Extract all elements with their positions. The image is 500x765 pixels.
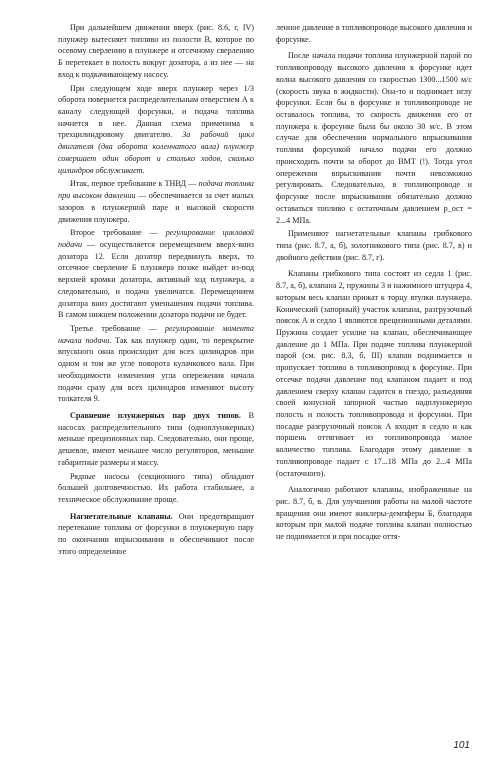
- paragraph: [58, 178, 254, 225]
- paragraph: [276, 268, 472, 479]
- text-run: — осуществляется перемещением вверх-вниз дозатора 12. Если дозатор передвинуть вверх, то отсечное сверление Б плунжера позже выйдет из-под верхней кромки дозатора, активный ход плунжера, а следовательно, и подача увеличатся. Перемещением дозатора вниз достигают уменьшения подачи топлива. В самом нижнем положении дозатора подачи не будет.: [58, 239, 254, 320]
- text-run: Аналогично работают клапаны, изображенные на рис. 8.7, б, в. Для улучшения работы на малой частоте вращения они имеют жиклеры-демпферы Б, благодаря которым при малой подаче топлива клапан полностью не поднимается и при посадке оття-: [276, 485, 472, 542]
- text-run: ленное давление в топливопроводе высокого давления и форсунке.: [276, 23, 472, 44]
- text-run: После начала подачи топлива плунжерной парой по топливопроводу высокого давления к форсунке идет волна высокого давления со скоростью 1300...1500 м/с (скорость звука в жидкости). Она-то и поднимает иглу форсунки. Если бы в форсунке и топливопроводе не оставалось топлива, то скорость движения его от плунжера к форсунке была бы около 30 м/с. В этом случае для обеспечения нормального впрыскивания топлива форсункой начало подачи его должно происходить почти за оборот до ВМТ (!). Тогда угол опережения впрыскивания почти невозможно регулировать. Следовательно, в топливопроводе и форсунке после впрыскивания обязательно должно оставаться топливо с остаточным давлением p_ост = 2...4 МПа.: [276, 51, 472, 225]
- text-run: — обеспечивается за счет малых зазоров в плунжерной паре и высокой скорости движения плунжера.: [58, 191, 254, 224]
- italic-text: подача топлива при высоком давлении: [58, 179, 254, 201]
- text-run: При дальнейшем движении вверх (рис. 8.6, г, IV) плунжер вытесняет топливо из полости В, которое по осевому сверлению в плунжере и отсечному сверлению Б перетекает в полость вокруг дозатора, а из нее — на вход к подкачивающему насосу.: [58, 23, 254, 79]
- text-run: Итак, первое требование к ТНВД —: [70, 179, 199, 189]
- paragraph: [58, 83, 254, 177]
- italic-text: За рабочий цикл двигателя (два оборота коленчатого вала) плунжер совершает один оборот и столько ходов, сколько цилиндров обслуживает.: [58, 130, 254, 175]
- paragraph: [58, 227, 254, 321]
- paragraph: [276, 22, 472, 45]
- bold-heading: Сравнение плунжерных пар двух типов.: [70, 411, 241, 420]
- right-column: [276, 22, 472, 560]
- paragraph: [58, 511, 254, 558]
- text-run: Второе требование —: [70, 228, 166, 238]
- text-run: Клапаны грибкового типа состоят из седла 1 (рис. 8.7, а, б), клапана 2, пружины 3 и нажимного штуцера 4, которым весь клапан прижат к торцу втулки плунжера. Конический (запорный) участок клапана, разгрузочный поясок А и седло 1 являются прецизионными деталями. Пружина создает усилие на клапан, обеспечивающее давление до 1 МПа. При подаче топлива плунжерной парой (см. рис. 8.3, б, III) клапан поднимается и пропускает топливо в топливопровод к форсунке. При отсечке подачи давление под клапаном падает и под давлением сверху клапан садится в гнездо, разъединяя своей конусной запорной частью надплунжерную полость и полость топливопровода и форсунки. При посадке разгрузочный поясок А входит в седло и как поршень оттягивает из топливопровода малое количество топлива. Благодаря этому давление в топливопроводе падает с 17...18 МПа до 2...4 МПа (остаточного).: [276, 269, 472, 478]
- text-columns: [58, 22, 472, 560]
- page-number: 101: [453, 740, 470, 751]
- paragraph: [58, 22, 254, 81]
- italic-text: регулирование момента начала подачи: [58, 323, 254, 345]
- text-run: При следующем ходе вверх плунжер через 1/3 оборота повернется распределительным отверстием А к каналу следующей форсунки, и подача топлива начнется в нее. Данная схема применима к трехцилиндровому двигателю.: [58, 83, 254, 140]
- paragraph: [276, 484, 472, 543]
- text-run: Рядные насосы (секционного типа) обладают большей долговечностью. Их работа стабильнее, а техническое обслуживание проще.: [58, 471, 254, 505]
- paragraph: [58, 471, 254, 506]
- italic-text: регулирование цикловой подачи: [58, 228, 254, 249]
- text-run: В насосах распределительного типа (одноплунжерных) меньше прецизионных пар. Следовательно, они проще, дешевле, имеют меньшее число регуляторов, меньшие габаритные размеры и массу.: [58, 411, 254, 467]
- text-run: Применяют нагнетательные клапаны грибкового типа (рис. 8.7, а, б), золотникового типа (рис. 8.7, в) и двойного действия (рис. 8.7, г).: [276, 229, 472, 262]
- left-column: [58, 22, 254, 560]
- paragraph: [276, 50, 472, 226]
- text-run: Они предотвращают перетекание топлива от форсунки в плунжерную пару по окончании впрыскивания и обеспечивают после этого определенное: [58, 511, 254, 556]
- text-run: . Так как плунжер один, то перекрытие впускного окна происходит для всех цилиндров при одном и том же угле поворота кулачкового вала. При необходимости изменения угла опережения начала подачи сразу для всех цилиндров изменяют высоту толкателя 9.: [58, 335, 254, 404]
- paragraph: [58, 323, 254, 405]
- paragraph: [58, 410, 254, 469]
- text-run: Третье требование —: [70, 323, 165, 333]
- paragraph: [276, 228, 472, 263]
- bold-heading: Нагнетательные клапаны.: [70, 511, 173, 521]
